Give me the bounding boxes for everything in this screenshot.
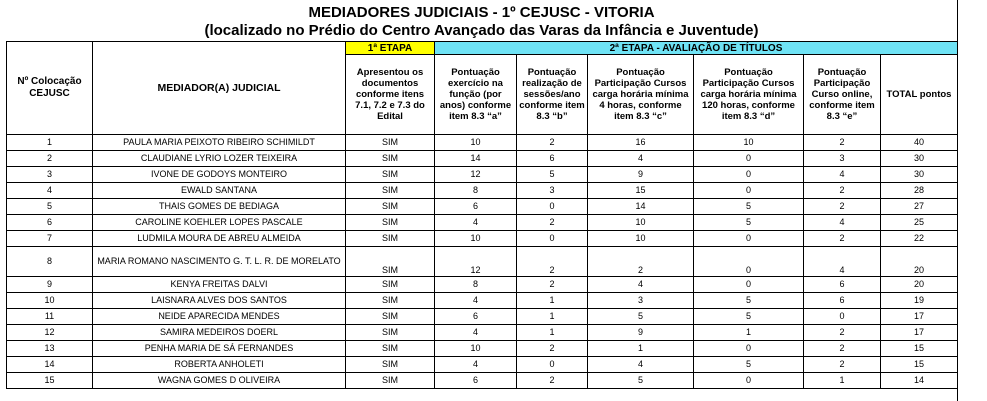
cell-criterio-e: 2 <box>804 183 881 199</box>
table-row <box>7 215 958 231</box>
cell-criterio-d: 0 <box>694 277 804 293</box>
document-page <box>6 0 957 401</box>
cell-colocacao: 5 <box>7 199 93 215</box>
cell-mediador: LAISNARA ALVES DOS SANTOS <box>93 293 346 309</box>
cell-documentos: SIM <box>346 357 435 373</box>
cell-criterio-e: 4 <box>804 167 881 183</box>
header-criterio-e: Pontuação Participação Curso online, conforme item 8.3 “e” <box>804 55 881 135</box>
cell-colocacao: 1 <box>7 135 93 151</box>
cell-criterio-d: 5 <box>694 215 804 231</box>
cell-criterio-d: 0 <box>694 341 804 357</box>
cell-mediador: SAMIRA MEDEIROS DOERL <box>93 325 346 341</box>
cell-total: 17 <box>881 325 958 341</box>
cell-criterio-b: 1 <box>517 293 588 309</box>
cell-total: 28 <box>881 183 958 199</box>
cell-mediador: LUDMILA MOURA DE ABREU ALMEIDA <box>93 231 346 247</box>
cell-criterio-e: 4 <box>804 247 881 277</box>
cell-criterio-a: 4 <box>435 325 517 341</box>
cell-criterio-d: 0 <box>694 167 804 183</box>
cell-total: 25 <box>881 215 958 231</box>
cell-criterio-a: 6 <box>435 309 517 325</box>
cell-criterio-c: 10 <box>588 215 694 231</box>
cell-documentos: SIM <box>346 135 435 151</box>
cell-criterio-e: 2 <box>804 135 881 151</box>
cell-criterio-c: 9 <box>588 325 694 341</box>
cell-criterio-e: 1 <box>804 373 881 389</box>
cell-total: 14 <box>881 373 958 389</box>
header-colocacao: Nº Colocação CEJUSC <box>7 42 93 135</box>
cell-documentos: SIM <box>346 199 435 215</box>
cell-criterio-c: 4 <box>588 151 694 167</box>
cell-documentos: SIM <box>346 215 435 231</box>
cell-criterio-b: 0 <box>517 357 588 373</box>
cell-mediador: IVONE DE GODOYS MONTEIRO <box>93 167 346 183</box>
table-row <box>7 231 958 247</box>
cell-criterio-a: 6 <box>435 199 517 215</box>
cell-mediador: ROBERTA ANHOLETI <box>93 357 346 373</box>
cell-criterio-b: 2 <box>517 135 588 151</box>
cell-criterio-e: 6 <box>804 293 881 309</box>
cell-criterio-c: 14 <box>588 199 694 215</box>
cell-criterio-c: 16 <box>588 135 694 151</box>
cell-criterio-b: 1 <box>517 309 588 325</box>
cell-criterio-c: 1 <box>588 341 694 357</box>
cell-documentos: SIM <box>346 247 435 277</box>
table-row <box>7 199 958 215</box>
cell-criterio-d: 5 <box>694 199 804 215</box>
cell-criterio-c: 4 <box>588 277 694 293</box>
cell-criterio-d: 0 <box>694 231 804 247</box>
header-criterio-b: Pontuação realização de sessões/ano conforme item 8.3 “b” <box>517 55 588 135</box>
cell-criterio-b: 1 <box>517 325 588 341</box>
page-border-line <box>957 0 958 401</box>
cell-criterio-b: 0 <box>517 199 588 215</box>
cell-mediador: MARIA ROMANO NASCIMENTO G. T. L. R. DE MORELATO <box>93 247 346 277</box>
cell-colocacao: 7 <box>7 231 93 247</box>
cell-documentos: SIM <box>346 293 435 309</box>
cell-criterio-e: 0 <box>804 309 881 325</box>
header-documentos: Apresentou os documentos conforme itens 7.1, 7.2 e 7.3 do Edital <box>346 55 435 135</box>
header-total: TOTAL pontos <box>881 55 958 135</box>
cell-total: 15 <box>881 341 958 357</box>
cell-colocacao: 9 <box>7 277 93 293</box>
cell-mediador: CLAUDIANE LYRIO LOZER TEIXEIRA <box>93 151 346 167</box>
cell-criterio-e: 4 <box>804 215 881 231</box>
cell-criterio-e: 2 <box>804 341 881 357</box>
cell-criterio-a: 4 <box>435 357 517 373</box>
cell-mediador: PAULA MARIA PEIXOTO RIBEIRO SCHIMILDT <box>93 135 346 151</box>
cell-criterio-e: 2 <box>804 325 881 341</box>
table-row <box>7 151 958 167</box>
cell-colocacao: 3 <box>7 167 93 183</box>
cell-colocacao: 4 <box>7 183 93 199</box>
table-row <box>7 183 958 199</box>
cell-criterio-d: 5 <box>694 357 804 373</box>
cell-criterio-c: 10 <box>588 231 694 247</box>
cell-criterio-a: 10 <box>435 341 517 357</box>
cell-documentos: SIM <box>346 231 435 247</box>
cell-criterio-e: 6 <box>804 277 881 293</box>
cell-criterio-a: 12 <box>435 247 517 277</box>
cell-colocacao: 12 <box>7 325 93 341</box>
cell-total: 15 <box>881 357 958 373</box>
cell-criterio-b: 0 <box>517 231 588 247</box>
cell-mediador: CAROLINE KOEHLER LOPES PASCALE <box>93 215 346 231</box>
cell-documentos: SIM <box>346 151 435 167</box>
cell-colocacao: 2 <box>7 151 93 167</box>
cell-criterio-c: 15 <box>588 183 694 199</box>
cell-criterio-c: 2 <box>588 247 694 277</box>
cell-total: 17 <box>881 309 958 325</box>
table-body <box>7 135 958 389</box>
cell-criterio-e: 2 <box>804 199 881 215</box>
cell-total: 20 <box>881 277 958 293</box>
table-row <box>7 341 958 357</box>
cell-criterio-d: 10 <box>694 135 804 151</box>
page-title: MEDIADORES JUDICIAIS - 1º CEJUSC - VITORIA <box>308 4 655 21</box>
cell-total: 30 <box>881 167 958 183</box>
header-criterio-a: Pontuação exercício na função (por anos) conforme item 8.3 “a” <box>435 55 517 135</box>
cell-total: 30 <box>881 151 958 167</box>
cell-criterio-e: 3 <box>804 151 881 167</box>
cell-criterio-d: 0 <box>694 373 804 389</box>
table-row <box>7 293 958 309</box>
cell-total: 20 <box>881 247 958 277</box>
cell-criterio-d: 1 <box>694 325 804 341</box>
cell-criterio-a: 4 <box>435 293 517 309</box>
cell-criterio-b: 2 <box>517 373 588 389</box>
cell-criterio-c: 4 <box>588 357 694 373</box>
cell-criterio-a: 4 <box>435 215 517 231</box>
cell-documentos: SIM <box>346 325 435 341</box>
cell-colocacao: 6 <box>7 215 93 231</box>
cell-criterio-b: 3 <box>517 183 588 199</box>
cell-criterio-e: 2 <box>804 231 881 247</box>
cell-total: 40 <box>881 135 958 151</box>
cell-total: 19 <box>881 293 958 309</box>
cell-criterio-a: 14 <box>435 151 517 167</box>
cell-mediador: NEIDE APARECIDA MENDES <box>93 309 346 325</box>
table-row <box>7 247 958 277</box>
table-row <box>7 309 958 325</box>
cell-criterio-c: 9 <box>588 167 694 183</box>
cell-mediador: KENYA FREITAS DALVI <box>93 277 346 293</box>
cell-criterio-e: 2 <box>804 357 881 373</box>
cell-mediador: EWALD SANTANA <box>93 183 346 199</box>
table-row <box>7 277 958 293</box>
cell-criterio-b: 2 <box>517 215 588 231</box>
cell-documentos: SIM <box>346 183 435 199</box>
cell-criterio-c: 3 <box>588 293 694 309</box>
cell-criterio-b: 2 <box>517 277 588 293</box>
cell-criterio-c: 5 <box>588 373 694 389</box>
cell-colocacao: 15 <box>7 373 93 389</box>
cell-criterio-a: 8 <box>435 183 517 199</box>
cell-criterio-d: 5 <box>694 293 804 309</box>
header-etapa1: 1ª ETAPA <box>346 42 435 55</box>
cell-colocacao: 14 <box>7 357 93 373</box>
cell-documentos: SIM <box>346 341 435 357</box>
table-row <box>7 325 958 341</box>
table-row <box>7 373 958 389</box>
cell-criterio-a: 6 <box>435 373 517 389</box>
cell-colocacao: 11 <box>7 309 93 325</box>
header-criterio-d: Pontuação Participação Cursos carga horária mínima 120 horas, conforme item 8.3 “d” <box>694 55 804 135</box>
cell-criterio-d: 5 <box>694 309 804 325</box>
cell-criterio-d: 0 <box>694 151 804 167</box>
page-subtitle: (localizado no Prédio do Centro Avançado das Varas da Infância e Juventude) <box>204 22 759 39</box>
cell-total: 22 <box>881 231 958 247</box>
cell-criterio-a: 10 <box>435 135 517 151</box>
cell-colocacao: 10 <box>7 293 93 309</box>
cell-criterio-b: 2 <box>517 341 588 357</box>
cell-mediador: WAGNA GOMES D OLIVEIRA <box>93 373 346 389</box>
cell-colocacao: 8 <box>7 247 93 277</box>
header-criterio-c: Pontuação Participação Cursos carga horária mínima 4 horas, conforme item 8.3 “c” <box>588 55 694 135</box>
table-row <box>7 167 958 183</box>
cell-documentos: SIM <box>346 373 435 389</box>
cell-criterio-a: 12 <box>435 167 517 183</box>
cell-criterio-b: 6 <box>517 151 588 167</box>
results-table <box>6 41 958 389</box>
table-row <box>7 357 958 373</box>
cell-criterio-d: 0 <box>694 183 804 199</box>
cell-colocacao: 13 <box>7 341 93 357</box>
cell-criterio-a: 10 <box>435 231 517 247</box>
cell-criterio-d: 0 <box>694 247 804 277</box>
cell-documentos: SIM <box>346 167 435 183</box>
header-etapa2: 2ª ETAPA - AVALIAÇÃO DE TÍTULOS <box>435 42 958 55</box>
cell-mediador: THAIS GOMES DE BEDIAGA <box>93 199 346 215</box>
cell-documentos: SIM <box>346 309 435 325</box>
cell-total: 27 <box>881 199 958 215</box>
cell-documentos: SIM <box>346 277 435 293</box>
header-mediador: MEDIADOR(A) JUDICIAL <box>93 42 346 135</box>
table-row <box>7 135 958 151</box>
cell-criterio-b: 2 <box>517 247 588 277</box>
cell-criterio-b: 5 <box>517 167 588 183</box>
cell-criterio-c: 5 <box>588 309 694 325</box>
cell-criterio-a: 8 <box>435 277 517 293</box>
cell-mediador: PENHA MARIA DE SÁ FERNANDES <box>93 341 346 357</box>
